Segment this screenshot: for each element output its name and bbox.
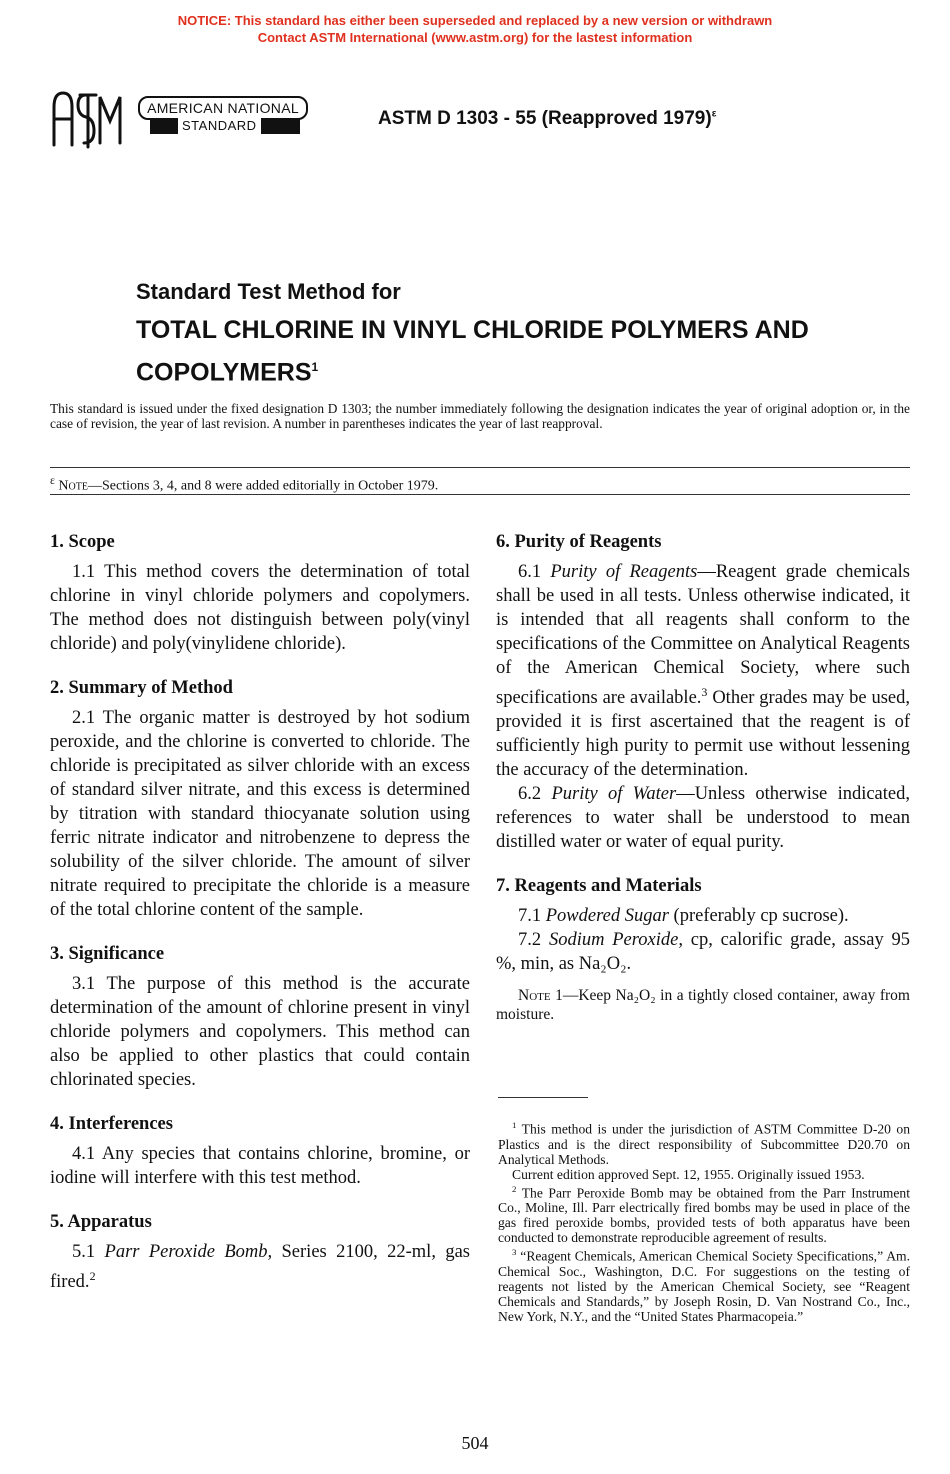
paragraph-7-2-text: cp, calorific grade, assay 95 %, min, as Na₂O₂. [496,930,911,975]
page-title [136,312,896,391]
paragraph-5-1 [50,1240,470,1294]
divider-bottom [50,494,910,495]
designation-text: ASTM D 1303 - 55 (Reapproved 1979) [378,108,712,129]
paragraph-2-1: 2.1 The organic matter is destroyed by hot sodium peroxide, and the chlorine is converted to chloride. The chloride is precipitated as silver chloride with an excess of standard silver nitrate, and this excess is determined by titration with standard thiocyanate solution using ferric nitrate indicator and nitrobenzene to depress the solubility of the silver chloride. The amount of silver nitrate required to precipitate the chloride is a measure of the total chlorine content of the sample. [50,708,470,920]
footnote-divider [498,1097,588,1098]
title-prefix: Standard Test Method for [136,279,401,304]
editorial-note-label: Note [58,478,88,494]
purity-reagents-term: Purity of Reagents [550,562,698,582]
designation [378,108,716,130]
page-title-text: TOTAL CHLORINE IN VINYL CHLORIDE POLYMERS AND COPOLYMERS [136,316,809,387]
astm-logo [50,85,126,155]
paragraph-4-1: 4.1 Any species that contains chlorine, bromine, or iodine will interfere with this test method. [50,1144,470,1188]
paragraph-6-1-num: 6.1 [518,562,542,582]
editorial-note [50,474,438,495]
title-footnote-ref: 1 [311,360,319,374]
footnote-1b: Current edition approved Sept. 12, 1955. Originally issued 1953. [512,1166,865,1182]
footnote-1-mark: 1 [512,1120,517,1130]
ansi-badge [138,96,310,136]
right-column [496,530,910,1024]
section-heading-scope: 1. Scope [50,532,115,552]
paragraph-6-2 [496,782,910,854]
section-heading-significance: 3. Significance [50,944,165,964]
footnote-3-mark: 3 [512,1247,517,1258]
page-number: 504 [461,1433,489,1453]
paragraph-6-2-num: 6.2 [518,784,542,805]
paragraph-5-1-num: 5.1 [72,1242,96,1262]
section-heading-reagents: 7. Reagents and Materials [496,876,702,897]
editorial-note-text: —Sections 3, 4, and 8 were added editorially in October 1979. [87,478,439,494]
ansi-badge-standard: STANDARD [178,118,261,134]
powdered-sugar-term: Powdered Sugar [545,906,669,927]
footnote-2-text: The Parr Peroxide Bomb may be obtained from the Parr Instrument Co., Moline, Ill. Parr electrically fired bombs may be used in place of the gas fired peroxide bombs, provided tests of both apparatus have been conducted to demonstrate reproducible agreement of results. [498,1185,910,1246]
paragraph-3-1: 3.1 The purpose of this method is the accurate determination of the amount of chlorine present in vinyl chloride polymers and copolymers. This method can also be applied to other plastics that could contain chlorinated species. [50,974,470,1090]
paragraph-6-1-text-a: —Reagent grade chemicals shall be used in all tests. Unless otherwise indicated, it is intended that all reagents shall conform to the specifications of the Committee on Analytical Reagents of the American Chemical Society, where such specifications are available. [496,562,910,709]
paragraph-6-1 [496,560,910,782]
section-heading-apparatus: 5. Apparatus [50,1212,152,1232]
issued-statement: This standard is issued under the fixed designation D 1303; the number immediately following the designation indicates the year of original adoption or, in the case of revision, the year of last revision. A number in parentheses indicates the year of last reapproval. [50,401,910,431]
paragraph-6-2-text: —Unless otherwise indicated, references to water shall be understood to mean distilled water or water of equal purity. [496,784,910,853]
note-1 [496,986,910,1024]
paragraph-7-1-text: (preferably cp sucrose). [673,906,849,927]
footnote-3-text: “Reagent Chemicals, American Chemical Society Specifications,” Am. Chemical Soc., Washington, D.C. For suggestions on the testing of reagents not listed by the American Chemical Society, see “Reagent Chemicals and Standards,” by Joseph Rosin, D. Van Nostrand Co., Inc., New York, N.Y., and the “United States Pharmacopeia.” [498,1248,910,1324]
footnote-2-mark: 2 [512,1183,517,1194]
editorial-note-mark: ε [50,474,55,487]
paragraph-1-1: 1.1 This method covers the determination of total chlorine in vinyl chloride polymers and copolymers. The method does not distinguish between poly(vinyl chloride) and poly(vinylidene chloride). [50,562,470,654]
footnote-1-text: This method is under the jurisdiction of ASTM Committee D-20 on Plastics and is the direct responsibility of Subcommittee D20.70 on Analytical Methods. [498,1121,910,1167]
footnote-3 [498,1245,910,1324]
paragraph-6-1-text-b: Other grades may be used, provided it is first ascertained that the reagent is of sufficiently high purity to permit use without lessening the accuracy of the determination. [496,688,911,781]
paragraph-7-1 [496,904,910,928]
left-column [50,530,470,1294]
sodium-peroxide-term: Sodium Peroxide, [548,930,683,951]
designation-mark: ε [711,108,717,120]
section-heading-interferences: 4. Interferences [50,1114,173,1134]
ansi-badge-top: AMERICAN NATIONAL [138,96,308,120]
ansi-badge-bottom [150,118,300,134]
section-heading-purity: 6. Purity of Reagents [496,532,662,552]
paragraph-5-1-text: Series 2100, 22-ml, gas fired. [50,1242,470,1293]
paragraph-7-1-num: 7.1 [518,906,542,927]
footnote-ref-3: 3 [701,685,708,699]
parr-bomb-term: Parr Peroxide Bomb, [104,1242,273,1262]
purity-water-term: Purity of Water [551,784,677,805]
paragraph-7-2 [496,928,910,976]
footnote-2 [498,1182,910,1246]
paragraph-7-2-num: 7.2 [518,930,542,951]
section-heading-summary: 2. Summary of Method [50,678,233,698]
footnotes [498,1118,910,1324]
note-1-label: Note 1 [518,987,563,1005]
divider-top [50,467,910,468]
notice-line-2: Contact ASTM International (www.astm.org) for the lastest information [257,30,693,45]
notice-line-1: NOTICE: This standard has either been superseded and replaced by a new version or withdrawn [177,13,773,28]
note-1-text: —Keep Na₂O₂ in a tightly closed container, away from moisture. [496,987,910,1024]
footnote-ref-2: 2 [89,1269,96,1283]
footnote-1 [498,1118,910,1167]
notice-banner [0,12,950,46]
